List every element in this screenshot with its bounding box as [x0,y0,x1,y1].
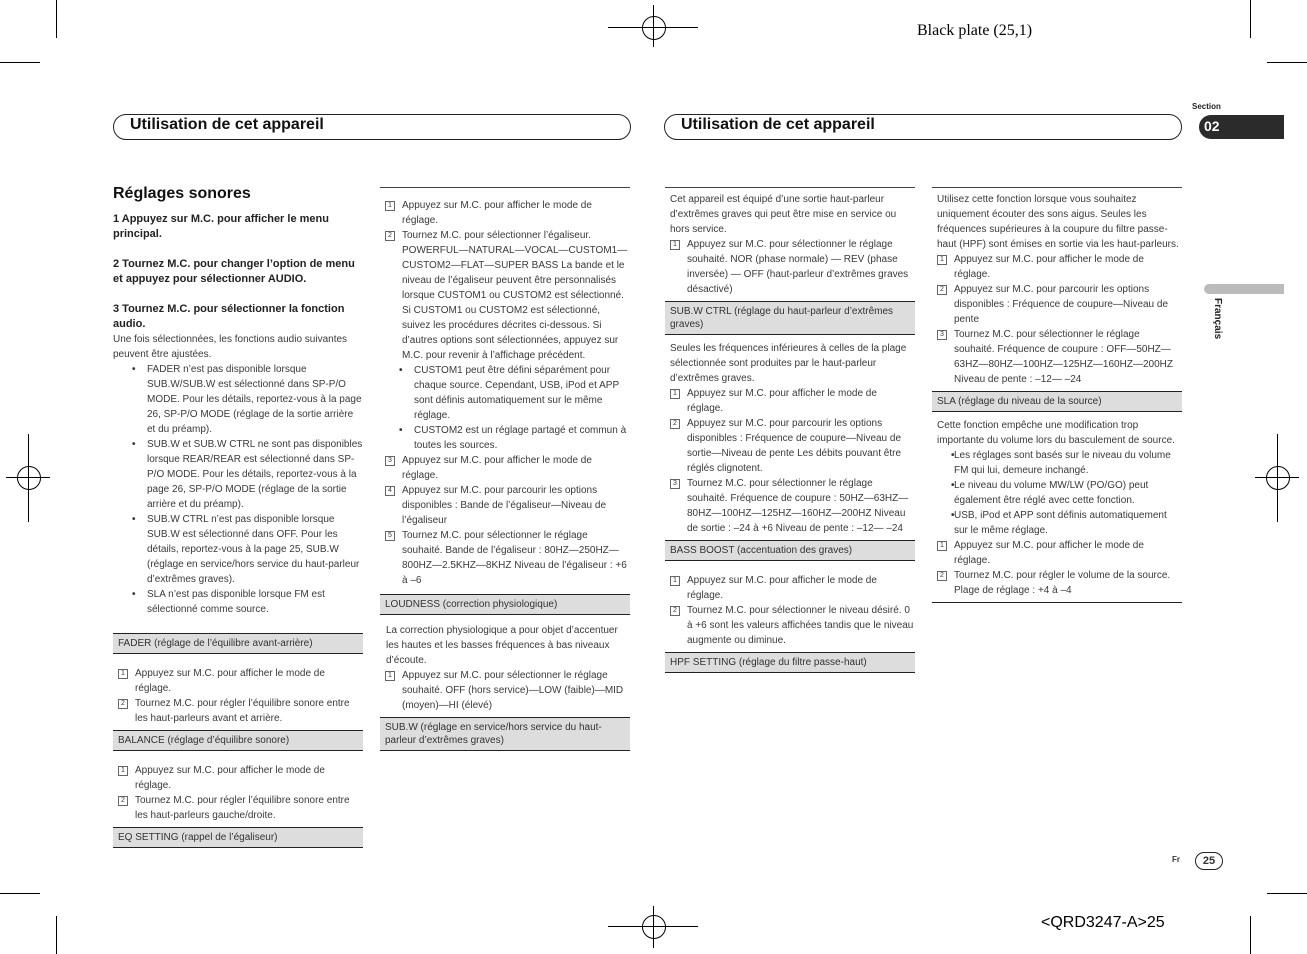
list-item: 1 Appuyez sur M.C. pour sélectionner le réglage souhaité. NOR (phase normale) — REV (phase inversée) — OFF (haut-parleur d’extrêmes graves désactivé) [665,237,915,297]
list-item: 2 Tournez M.C. pour sélectionner le niveau désiré. 0 à +6 sont les valeurs affichées tandis que le niveau augmente ou diminue. [665,603,915,648]
list-item: • FADER n’est pas disponible lorsque SUB.W/SUB.W est sélectionné dans SP-P/O MODE. Pour les détails, reportez-vous à la page 26, SP-P/O MODE (réglage de la sortie arrière et du préamp). [113,362,363,437]
list-item: 1 Appuyez sur M.C. pour afficher le mode de réglage. [113,666,363,696]
crop-mark [28,434,29,522]
sla-text: Cette fonction empêche une modification trop importante du volume lors du basculement de source. [937,420,1175,446]
list-item: 4 Appuyez sur M.C. pour parcourir les options disponibles : Bande de l’égaliseur—Niveau de l’égaliseur [380,483,630,528]
crop-mark [1250,0,1251,38]
crop-mark [56,0,57,38]
intro-text: Une fois sélectionnées, les fonctions audio suivantes peuvent être ajustées. [113,334,348,360]
ctrl-text: Seules les fréquences inférieures à celles de la plage sélectionnée sont produites par le haut-parleur d’extrêmes graves. [670,343,907,384]
list-item: 2 Tournez M.C. pour régler l’équilibre sonore entre les haut-parleurs avant et arrière. [113,696,363,726]
crop-mark [1250,916,1251,954]
step-number-icon: 4 [385,486,395,496]
step-number-icon: 5 [385,531,395,541]
list-item: 2 Tournez M.C. pour régler l’équilibre sonore entre les haut-parleurs gauche/droite. [113,793,363,823]
list-item: 2 Appuyez sur M.C. pour parcourir les options disponibles : Fréquence de coupure—Niveau de pente [932,282,1182,327]
registration-mark [642,16,666,40]
step-number-icon: 1 [118,669,128,679]
list-item: • Le niveau du volume MW/LW (PO/GO) peut également être réglé avec cette fonction. [932,478,1182,508]
list-item: • CUSTOM1 peut être défini séparément pour chaque source. Cependant, USB, iPod et APP sont définis automatiquement sur le même réglage. [380,363,630,423]
list-item: 1 Appuyez sur M.C. pour afficher le mode de réglage. [665,386,915,416]
section-title: Réglages sonores [113,185,251,202]
list-item: • SUB.W et SUB.W CTRL ne sont pas disponibles lorsque REAR/REAR est sélectionné dans SP-P/O MODE. Pour les détails, reportez-vous à la page 26, SP-P/O MODE (réglage de la sortie arrière et du préamp). [113,437,363,512]
step-number-icon: 1 [385,671,395,681]
document-code: <QRD3247-A>25 [1041,914,1165,931]
bass-boost-bar: BASS BOOST (accentuation des graves) [665,540,915,561]
section-number: 02 [1204,118,1220,134]
list-item: • Les réglages sont basés sur le niveau du volume FM qui lui, demeure inchangé. [932,448,1182,478]
list-item: 3 Appuyez sur M.C. pour afficher le mode de réglage. [380,453,630,483]
list-item: • USB, iPod et APP sont définis automatiquement sur le même réglage. [932,508,1182,538]
step-number-icon: 1 [937,541,947,551]
step-number-icon: 1 [670,240,680,250]
list-item: 1 Appuyez sur M.C. pour sélectionner le réglage souhaité. OFF (hors service)—LOW (faible)—MID (moyen)—HI (élevé) [380,668,630,713]
list-item: • SLA n’est pas disponible lorsque FM est sélectionné comme source. [113,587,363,617]
step-3: 3 Tournez M.C. pour sélectionner la fonction audio. [113,303,345,330]
column-4 [932,187,1182,603]
registration-mark [1266,466,1290,490]
crop-mark [653,906,654,948]
language-label: Français [1212,298,1223,340]
step-number-icon: 2 [118,796,128,806]
step-number-icon: 2 [670,606,680,616]
column-1 [113,184,363,848]
hpf-setting-bar: HPF SETTING (réglage du filtre passe-haut) [665,652,915,673]
intro-text: Utilisez cette fonction lorsque vous souhaitez uniquement écouter des sons aigus. Seules les fréquences supérieures à la coupure du filtre passe-haut (HPF) sont émises en sortie via les haut-parleurs. [937,194,1179,250]
header-right [664,114,1182,140]
step-number-icon: 2 [118,699,128,709]
list-item: 1 Appuyez sur M.C. pour afficher le mode de réglage. [380,198,630,228]
column-3 [665,187,915,673]
intro-text: Cet appareil est équipé d’une sortie haut-parleur d’extrêmes graves qui peut être mise en service ou hors service. [670,194,897,235]
step-number-icon: 2 [937,571,947,581]
step-number-icon: 3 [937,330,947,340]
balance-bar: BALANCE (réglage d’équilibre sonore) [113,730,363,751]
registration-mark [17,466,41,490]
loudness-text: La correction physiologique a pour objet d’accentuer les hautes et les basses fréquences à bas niveaux d’écoute. [386,625,618,666]
list-item: 1 Appuyez sur M.C. pour afficher le mode de réglage. [665,573,915,603]
subw-bar: SUB.W (réglage en service/hors service du haut-parleur d’extrêmes graves) [380,717,630,751]
list-item: 1 Appuyez sur M.C. pour afficher le mode de réglage. [932,538,1182,568]
header-left-title: Utilisation de cet appareil [130,116,324,133]
crop-mark [0,893,40,894]
header-left [113,114,631,140]
header-right-title: Utilisation de cet appareil [681,116,875,133]
list-item: 3 Tournez M.C. pour sélectionner le réglage souhaité. Fréquence de coupure : OFF—50HZ—63HZ—80HZ—100HZ—125HZ—160HZ—200HZ Niveau de pente : –12— –24 [932,327,1182,387]
crop-mark [1255,477,1299,478]
step-number-icon: 2 [670,419,680,429]
crop-mark [1277,434,1278,522]
step-number-icon: 3 [670,479,680,489]
step-number-icon: 1 [118,766,128,776]
sla-bar: SLA (réglage du niveau de la source) [932,391,1182,412]
step-number-icon: 1 [937,255,947,265]
registration-mark [642,915,666,939]
plate-label: Black plate (25,1) [917,22,1033,39]
column-2 [380,187,630,751]
list-item: 5 Tournez M.C. pour sélectionner le réglage souhaité. Bande de l’égaliseur : 80HZ—250HZ—800HZ—2.5KHZ—8KHZ Niveau de l’égaliseur : +6 à –6 [380,528,630,588]
crop-mark [653,5,654,47]
crop-mark [56,916,57,954]
section-badge [1199,115,1284,139]
step-number-icon: 1 [670,576,680,586]
step-number-icon: 2 [385,231,395,241]
step-2: 2 Tournez M.C. pour changer l’option de menu et appuyez pour sélectionner AUDIO. [113,258,355,285]
list-item: 1 Appuyez sur M.C. pour afficher le mode de réglage. [113,763,363,793]
crop-mark [1267,62,1307,63]
divider [932,602,1182,603]
eq-setting-bar: EQ SETTING (rappel de l’égaliseur) [113,827,363,848]
list-item: 2 Tournez M.C. pour régler le volume de la source. Plage de réglage : +4 à –4 [932,568,1182,598]
crop-mark [1267,893,1307,894]
crop-mark [0,62,40,63]
page-number: 25 [1195,852,1223,870]
list-item: 3 Tournez M.C. pour sélectionner le réglage souhaité. Fréquence de coupure : 50HZ—63HZ—80HZ—100HZ—125HZ—160HZ—200HZ Niveau de sortie : –24 à +6 Niveau de pente : –12— –24 [665,476,915,536]
step-number-icon: 1 [670,389,680,399]
step-number-icon: 1 [385,201,395,211]
list-item: • SUB.W CTRL n’est pas disponible lorsque SUB.W est sélectionné dans OFF. Pour les détails, reportez-vous à la page 25, SUB.W (réglage en service/hors service du haut-parleur d’extrêmes graves). [113,512,363,587]
list-item: 2 Tournez M.C. pour sélectionner l’égaliseur. POWERFUL—NATURAL—VOCAL—CUSTOM1—CUSTOM2—FLAT—SUPER BASS La bande et le niveau de l’égaliseur peuvent être personnalisés lorsque CUSTOM1 ou CUSTOM2 est sélectionné. Si CUSTOM1 ou CUSTOM2 est sélectionné, suivez les procédures décrites ci-dessous. Si d’autres options sont sélectionnées, appuyez sur M.C. pour revenir à l’affichage précédent. [380,228,630,363]
loudness-bar: LOUDNESS (correction physiologique) [380,594,630,615]
language-tab [1204,284,1284,294]
crop-mark [6,477,50,478]
list-item: 2 Appuyez sur M.C. pour parcourir les options disponibles : Fréquence de coupure—Niveau de sortie—Niveau de pente Les débits pouvant être réglés clignotent. [665,416,915,476]
step-number-icon: 3 [385,456,395,466]
step-1: 1 Appuyez sur M.C. pour afficher le menu principal. [113,213,329,240]
fader-bar: FADER (réglage de l’équilibre avant-arrière) [113,633,363,654]
subw-ctrl-bar: SUB.W CTRL (réglage du haut-parleur d’extrêmes graves) [665,301,915,335]
footer-language: Fr [1172,855,1180,864]
list-item: 1 Appuyez sur M.C. pour afficher le mode de réglage. [932,252,1182,282]
list-item: • CUSTOM2 est un réglage partagé et commun à toutes les sources. [380,423,630,453]
step-number-icon: 2 [937,285,947,295]
section-label: Section [1192,102,1221,111]
